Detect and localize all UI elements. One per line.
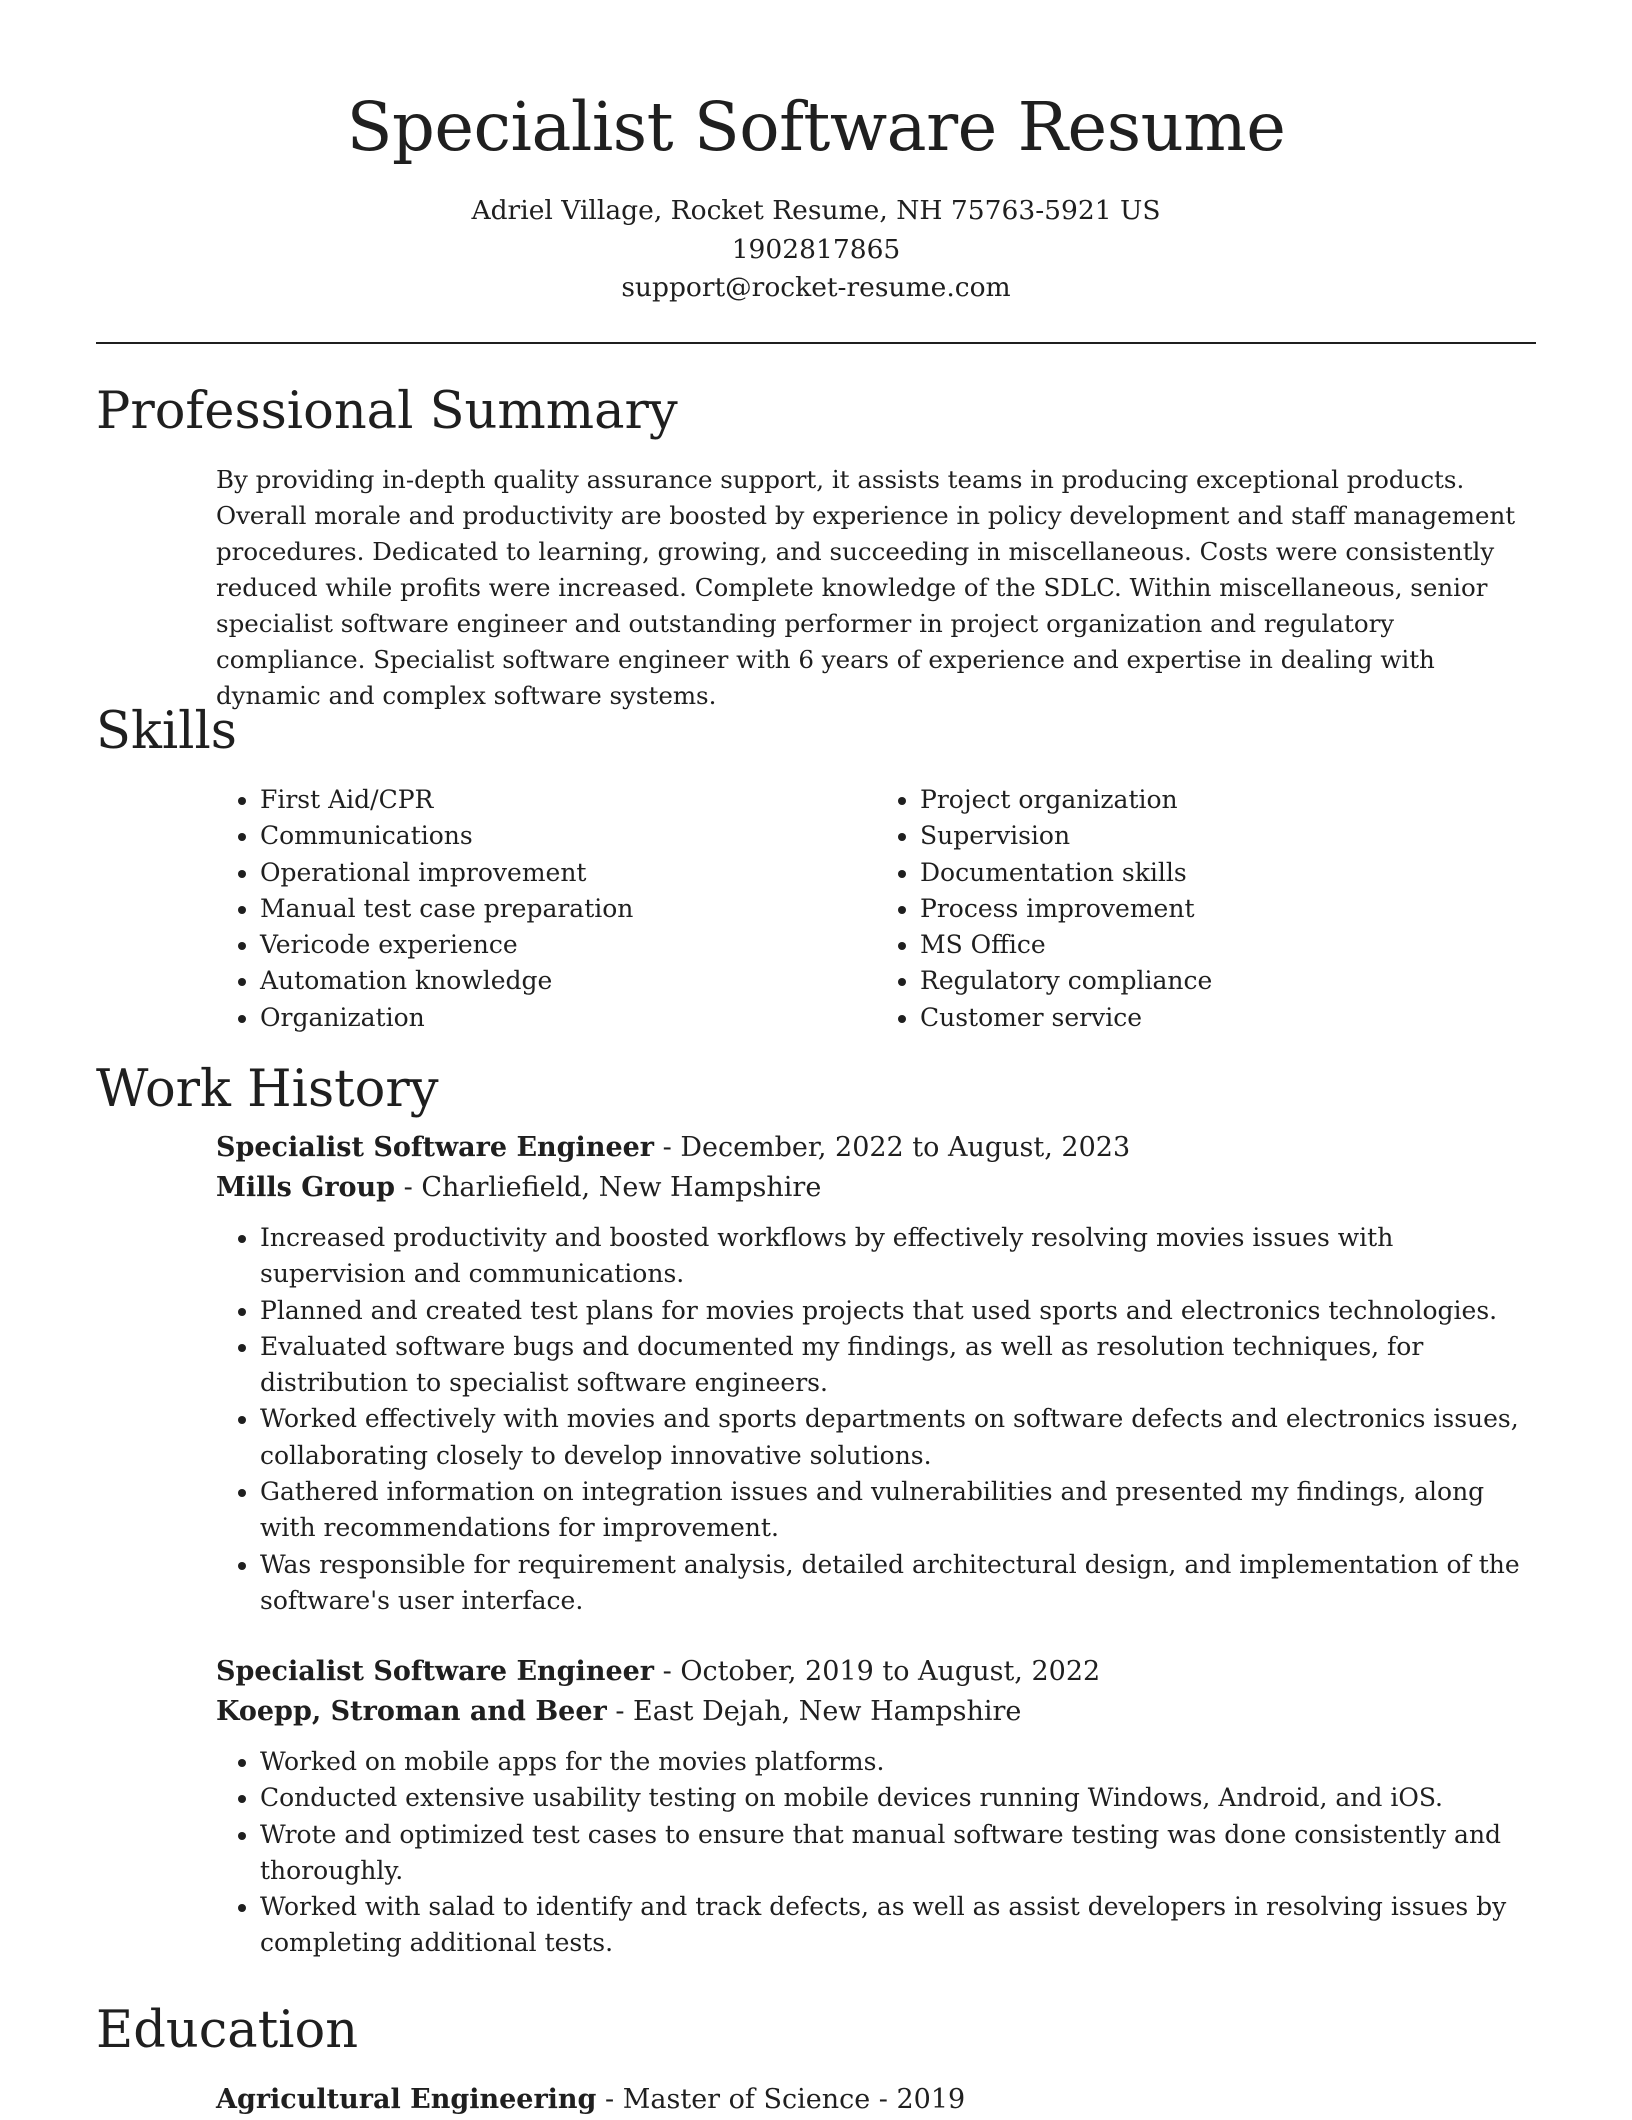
skill-item: • Manual test case preparation [260, 891, 876, 927]
skill-item: • Operational improvement [260, 855, 876, 891]
contact-block [0, 192, 1632, 308]
job-bullets [216, 1220, 1541, 1619]
skills-column-right [876, 782, 1536, 1036]
job-bullet: • Worked on mobile apps for the movies platforms. [260, 1744, 1541, 1780]
skill-item: • First Aid/CPR [260, 782, 876, 818]
skill-item: • Process improvement [920, 891, 1536, 927]
job-bullet: • Planned and created test plans for movies projects that used sports and electronics technologies. [260, 1293, 1541, 1329]
job-company-line [216, 1692, 1541, 1732]
job-location: - East Dejah, New Hampshire [606, 1696, 1022, 1727]
job-entry [216, 1652, 1541, 1962]
job-company-line [216, 1168, 1541, 1208]
resume-title: Specialist Software Resume [346, 88, 1286, 166]
job-entry [216, 1128, 1541, 1619]
job-dates: - October, 2019 to August, 2022 [654, 1656, 1101, 1687]
job-location: - Charliefield, New Hampshire [395, 1172, 822, 1203]
skill-item: • Organization [260, 1000, 876, 1036]
education-field: Agricultural Engineering [216, 2084, 597, 2115]
skills-list [216, 782, 1536, 1036]
job-title-line [216, 1128, 1541, 1168]
job-title: Specialist Software Engineer [216, 1132, 655, 1163]
job-bullet: • Conducted extensive usability testing on mobile devices running Windows, Android, and iOS. [260, 1780, 1541, 1816]
skill-item: • Supervision [920, 818, 1536, 854]
job-bullet: • Worked with salad to identify and track defects, as well as assist developers in resolving issues by completing additional tests. [260, 1889, 1541, 1962]
job-bullet: • Wrote and optimized test cases to ensure that manual software testing was done consistently and thoroughly. [260, 1817, 1541, 1890]
email: support@rocket-resume.com [621, 272, 1011, 303]
header-divider [96, 342, 1536, 344]
education-heading: Education [96, 2001, 359, 2060]
work-heading: Work History [96, 1060, 439, 1119]
education-entry [216, 2080, 1541, 2120]
skill-item: • Automation knowledge [260, 963, 876, 999]
skills-column-left [216, 782, 876, 1036]
job-bullet: • Increased productivity and boosted workflows by effectively resolving movies issues with supervision and communications. [260, 1220, 1541, 1293]
job-company: Mills Group [216, 1172, 396, 1203]
phone: 1902817865 [731, 233, 901, 265]
skill-item: • MS Office [920, 927, 1536, 963]
education-degree: - Master of Science - 2019 [596, 2084, 966, 2115]
job-title-line [216, 1652, 1541, 1692]
skill-item: • Communications [260, 818, 876, 854]
job-dates: - December, 2022 to August, 2023 [654, 1132, 1131, 1163]
skills-heading: Skills [96, 702, 237, 761]
address: Adriel Village, Rocket Resume, NH 75763-5921 US [471, 195, 1161, 226]
skill-item: • Vericode experience [260, 927, 876, 963]
job-bullet: • Was responsible for requirement analysis, detailed architectural design, and implementation of the software's user interface. [260, 1547, 1541, 1620]
job-title: Specialist Software Engineer [216, 1656, 655, 1687]
skill-item: • Project organization [920, 782, 1536, 818]
job-bullet: • Evaluated software bugs and documented my findings, as well as resolution techniques, for distribution to specialist software engineers. [260, 1329, 1541, 1402]
job-company: Koepp, Stroman and Beer [216, 1696, 607, 1727]
summary-text: By providing in-depth quality assurance support, it assists teams in producing exceptional products. Overall morale and productivity are boosted by experience in policy development and staff management procedures. Dedicated to learning, growing, and succeeding in miscellaneous. Costs were consistently reduced while profits were increased. Complete knowledge of the SDLC. Within miscellaneous, senior specialist software engineer and outstanding performer in project organization and regulatory compliance. Specialist software engineer with 6 years of experience and expertise in dealing with dynamic and complex software systems. [216, 465, 1516, 710]
skill-item: • Customer service [920, 1000, 1536, 1036]
job-bullets [216, 1744, 1541, 1962]
job-bullet: • Worked effectively with movies and sports departments on software defects and electronics issues, collaborating closely to develop innovative solutions. [260, 1401, 1541, 1474]
summary-heading: Professional Summary [96, 382, 678, 441]
skill-item: • Regulatory compliance [920, 963, 1536, 999]
skill-item: • Documentation skills [920, 855, 1536, 891]
job-bullet: • Gathered information on integration issues and vulnerabilities and presented my findings, along with recommendations for improvement. [260, 1474, 1541, 1547]
